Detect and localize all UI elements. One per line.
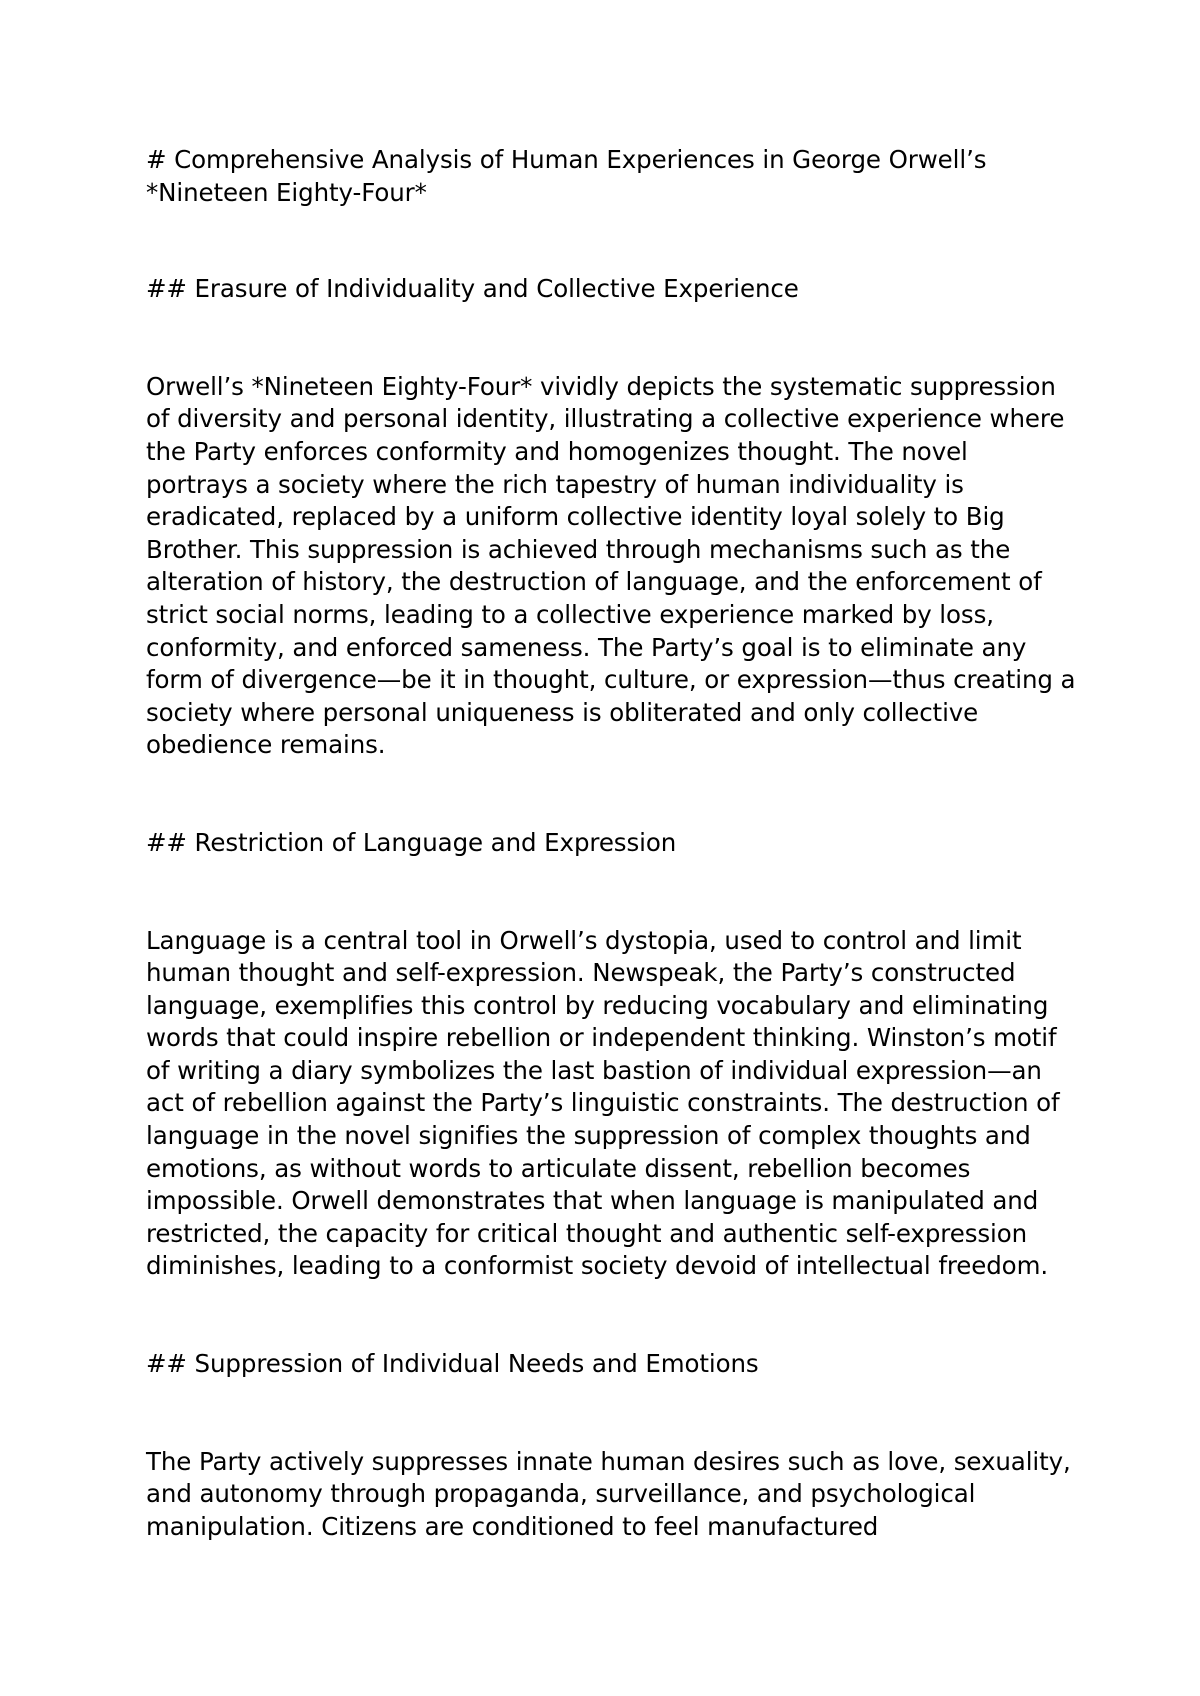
document-body [146, 144, 1076, 1543]
document-title: # Comprehensive Analysis of Human Experiences in George Orwell’s *Nineteen Eighty-Four* [146, 145, 987, 207]
section-heading-suppression: ## Suppression of Individual Needs and Emotions [146, 1349, 759, 1379]
section-heading-language: ## Restriction of Language and Expression [146, 827, 677, 857]
section-paragraph-language: Language is a central tool in Orwell’s dystopia, used to control and limit human thought and self-expression. Newspeak, the Party’s constructed language, exemplifies this control by reducing vocabulary and eliminating words that could inspire rebellion or independent thinking. Winston’s motif of writing a diary symbolizes the last bastion of individual expression—an act of rebellion against the Party’s linguistic constraints. The destruction of language in the novel signifies the suppression of complex thoughts and emotions, as without words to articulate dissent, rebellion becomes impossible. Orwell demonstrates that when language is manipulated and restricted, the capacity for critical thought and authentic self-expression diminishes, leading to a conformist society devoid of intellectual freedom. [146, 925, 1060, 1281]
section-paragraph-suppression: The Party actively suppresses innate human desires such as love, sexuality, and autonomy through propaganda, surveillance, and psychological manipulation. Citizens are conditioned to feel manufactured [146, 1446, 1071, 1541]
section-heading-erasure: ## Erasure of Individuality and Collective Experience [146, 274, 799, 304]
section-paragraph-erasure: Orwell’s *Nineteen Eighty-Four* vividly depicts the systematic suppression of diversity and personal identity, illustrating a collective experience where the Party enforces conformity and homogenizes thought. The novel portrays a society where the rich tapestry of human individuality is eradicated, replaced by a uniform collective identity loyal solely to Big Brother. This suppression is achieved through mechanisms such as the alteration of history, the destruction of language, and the enforcement of strict social norms, leading to a collective experience marked by loss, conformity, and enforced sameness. The Party’s goal is to eliminate any form of divergence—be it in thought, culture, or expression—thus creating a society where personal uniqueness is obliterated and only collective obedience remains. [146, 371, 1076, 760]
